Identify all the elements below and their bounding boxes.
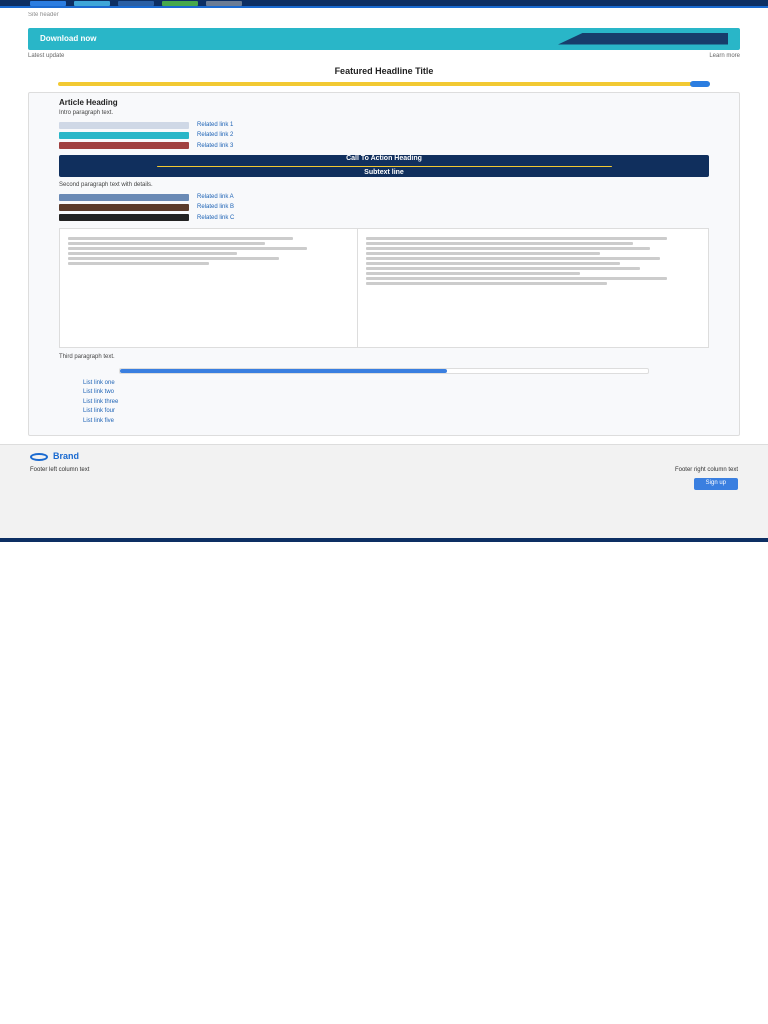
thumbnail-image[interactable] <box>59 214 189 221</box>
text-line <box>366 262 620 265</box>
thumbnail-image[interactable] <box>59 132 189 139</box>
text-line <box>366 272 580 275</box>
banner-text: Download now <box>40 33 97 43</box>
thumbnail-row <box>59 122 709 151</box>
list-link[interactable]: List link five <box>83 417 115 424</box>
hero-progress-bar <box>58 82 710 86</box>
related-links <box>197 194 709 223</box>
footer-row <box>30 467 738 475</box>
thumbnail-image[interactable] <box>59 122 189 129</box>
footer-signup-button[interactable]: Sign up <box>694 478 738 490</box>
cta-banner[interactable] <box>59 155 709 177</box>
text-line <box>68 257 279 260</box>
footer-brand: Brand <box>53 451 80 462</box>
text-line <box>366 267 640 270</box>
related-link[interactable]: Related link 3 <box>197 142 234 149</box>
related-link[interactable]: Related link 1 <box>197 121 234 128</box>
progress-bar <box>119 368 649 374</box>
thumbnail-image[interactable] <box>59 204 189 211</box>
link-list <box>59 380 709 426</box>
top-nav-item[interactable] <box>118 1 154 6</box>
progress-fill <box>120 369 447 373</box>
article-paragraph: Intro paragraph text. <box>59 110 114 117</box>
footer-bottom-bar <box>0 538 768 542</box>
top-nav-item[interactable] <box>162 1 198 6</box>
thumbnail-column <box>59 122 189 151</box>
cta-subtitle: Subtext line <box>364 168 404 176</box>
top-nav-item[interactable] <box>30 1 66 6</box>
related-link[interactable]: Related link C <box>197 214 235 221</box>
hero-title: Featured Headline Title <box>334 66 434 76</box>
list-link[interactable]: List link one <box>83 379 115 386</box>
logo-icon <box>30 453 48 461</box>
thumbnail-row <box>59 194 709 223</box>
text-line <box>366 257 660 260</box>
text-line <box>68 262 209 265</box>
two-column-panel <box>59 228 709 348</box>
related-link[interactable]: Related link 2 <box>197 132 234 139</box>
top-nav-item[interactable] <box>206 1 242 6</box>
list-link[interactable]: List link four <box>83 408 116 415</box>
related-links <box>197 122 709 151</box>
text-line <box>366 277 667 280</box>
text-line <box>68 252 237 255</box>
thumbnail-image[interactable] <box>59 194 189 201</box>
article-paragraph: Third paragraph text. <box>59 354 115 361</box>
breadcrumb-item[interactable]: Site header <box>28 12 59 18</box>
list-link[interactable]: List link two <box>83 389 115 396</box>
related-link[interactable]: Related link B <box>197 204 235 211</box>
text-line <box>366 247 650 250</box>
text-line <box>68 242 265 245</box>
top-navigation-bar <box>0 0 768 8</box>
article-title: Article Heading <box>59 98 118 108</box>
footer-logo[interactable] <box>30 451 738 462</box>
related-link[interactable]: Related link A <box>197 193 234 200</box>
text-line <box>366 282 606 285</box>
right-column <box>358 229 708 347</box>
article-paragraph: Second paragraph text with details. <box>59 182 153 189</box>
hero-banner[interactable] <box>28 28 740 50</box>
article-container <box>28 92 740 436</box>
site-footer <box>0 444 768 542</box>
banner-decoration <box>558 33 728 45</box>
text-line <box>366 252 600 255</box>
footer-left-text: Footer left column text <box>30 466 90 473</box>
thumbnail-column <box>59 194 189 223</box>
banner-sub-right[interactable]: Learn more <box>709 52 740 59</box>
thumbnail-image[interactable] <box>59 142 189 149</box>
text-line <box>68 237 293 240</box>
text-line <box>366 237 667 240</box>
footer-right-text: Footer right column text <box>674 466 738 473</box>
cta-title: Call To Action Heading <box>346 155 422 163</box>
list-link[interactable]: List link three <box>83 398 119 405</box>
banner-sub-left: Latest update <box>28 52 65 59</box>
text-line <box>366 242 633 245</box>
left-column <box>60 229 358 347</box>
breadcrumb <box>28 8 740 24</box>
top-nav-item[interactable] <box>74 1 110 6</box>
page-wrapper <box>28 8 740 436</box>
cta-bar <box>157 166 612 167</box>
text-line <box>68 247 307 250</box>
banner-subline <box>28 50 740 64</box>
